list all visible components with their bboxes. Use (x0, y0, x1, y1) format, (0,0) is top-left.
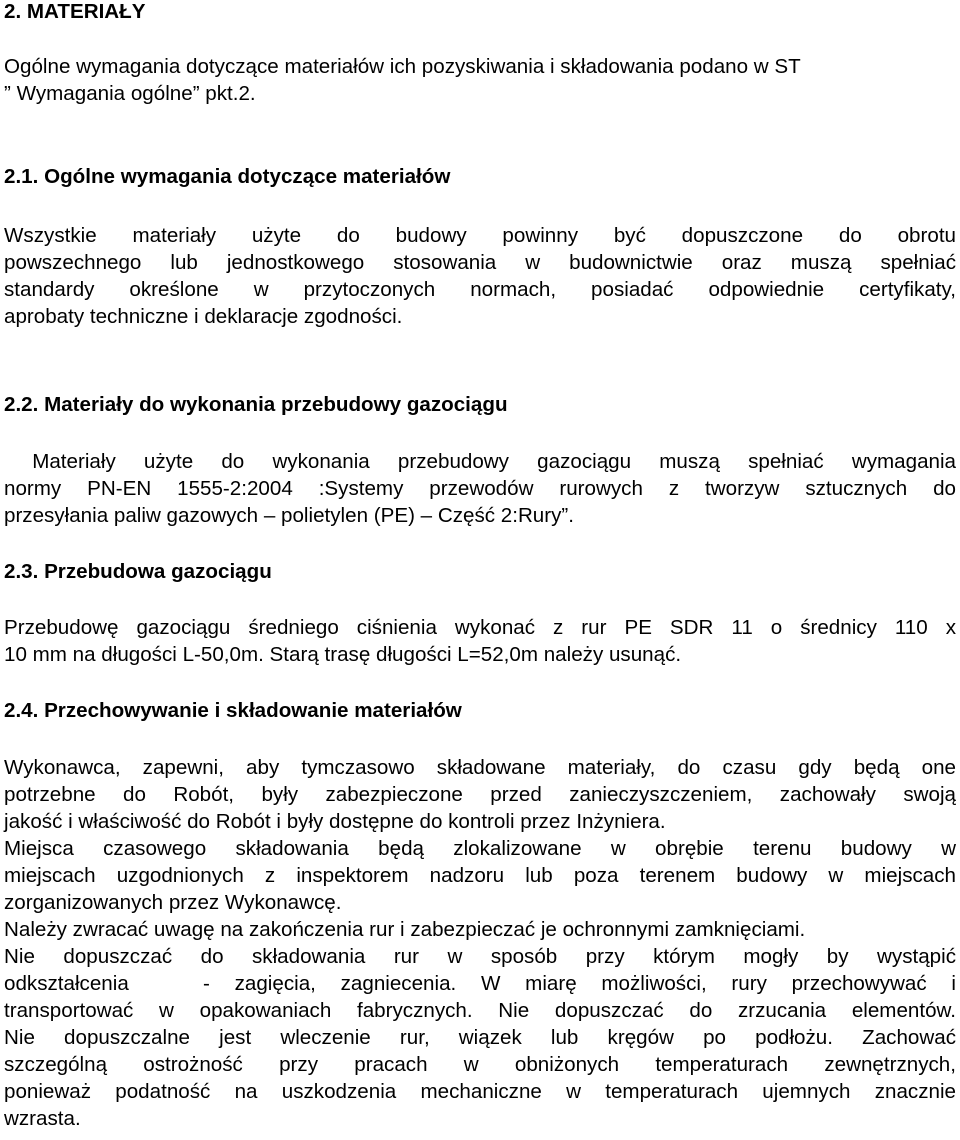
paragraph-line: jakość i właściwość do Robót i były dostępne do kontroli przez Inżyniera. (4, 810, 666, 833)
paragraph-2-2 (4, 448, 956, 529)
paragraph-line: miejscach uzgodnionych z inspektorem nadzoru lub poza terenem budowy w miejscach (4, 864, 956, 887)
paragraph-line: 10 mm na długości L-50,0m. Starą trasę długości L=52,0m należy usunąć. (4, 643, 682, 666)
paragraph-line: Wszystkie materiały użyte do budowy powinny być dopuszczone do obrotu (4, 224, 956, 247)
heading-2-3: 2.3. Przebudowa gazociągu (4, 560, 272, 583)
paragraph-2-1 (4, 222, 956, 330)
paragraph-line: Przebudowę gazociągu średniego ciśnienia wykonać z rur PE SDR 11 o średnicy 110 x (4, 616, 956, 639)
paragraph-line: standardy określone w przytoczonych normach, posiadać odpowiednie certyfikaty, (4, 278, 956, 301)
paragraph-line: ponieważ podatność na uszkodzenia mechaniczne w temperaturach ujemnych znacznie (4, 1080, 956, 1103)
heading-2-2: 2.2. Materiały do wykonania przebudowy gazociągu (4, 393, 508, 416)
paragraph-line: transportować w opakowaniach fabrycznych. Nie dopuszczać do zrzucania elementów. (4, 999, 956, 1022)
paragraph-line: Należy zwracać uwagę na zakończenia rur i zabezpieczać je ochronnymi zamknięciami. (4, 918, 806, 941)
paragraph-2-3 (4, 614, 956, 668)
intro-line: Ogólne wymagania dotyczące materiałów ich pozyskiwania i składowania podano w ST (4, 55, 801, 78)
paragraph-2-4 (4, 754, 956, 1132)
paragraph-line: szczególną ostrożność przy pracach w obniżonych temperaturach zewnętrznych, (4, 1053, 956, 1076)
paragraph-line: przesyłania paliw gazowych – polietylen (PE) – Część 2:Rury”. (4, 504, 574, 527)
paragraph-line: potrzebne do Robót, były zabezpieczone przed zanieczyszczeniem, zachowały swoją (4, 783, 956, 806)
heading-2-1: 2.1. Ogólne wymagania dotyczące materiałów (4, 165, 451, 188)
paragraph-line: zorganizowanych przez Wykonawcę. (4, 891, 342, 914)
intro-line: ” Wymagania ogólne” pkt.2. (4, 82, 256, 105)
paragraph-line: Nie dopuszczalne jest wleczenie rur, wiązek lub kręgów po podłożu. Zachować (4, 1026, 956, 1049)
paragraph-line: Nie dopuszczać do składowania rur w sposób przy którym mogły by wystąpić (4, 945, 956, 968)
heading-2-4: 2.4. Przechowywanie i składowanie materiałów (4, 699, 462, 722)
paragraph-line: Wykonawca, zapewni, aby tymczasowo składowane materiały, do czasu gdy będą one (4, 756, 956, 779)
paragraph-line: Miejsca czasowego składowania będą zlokalizowane w obrębie terenu budowy w (4, 837, 956, 860)
paragraph-line: odkształcenia - zagięcia, zagniecenia. W miarę możliwości, rury przechowywać i (4, 972, 956, 995)
paragraph-line: Materiały użyte do wykonania przebudowy gazociągu muszą spełniać wymagania (4, 450, 956, 473)
paragraph-line: wzrasta. (4, 1107, 81, 1130)
paragraph-line: aprobaty techniczne i deklaracje zgodności. (4, 305, 403, 328)
paragraph-line: normy PN-EN 1555-2:2004 :Systemy przewodów rurowych z tworzyw sztucznych do (4, 477, 956, 500)
section-title: 2. MATERIAŁY (4, 0, 146, 23)
paragraph-line: powszechnego lub jednostkowego stosowania w budownictwie oraz muszą spełniać (4, 251, 956, 274)
intro-paragraph (4, 53, 956, 107)
